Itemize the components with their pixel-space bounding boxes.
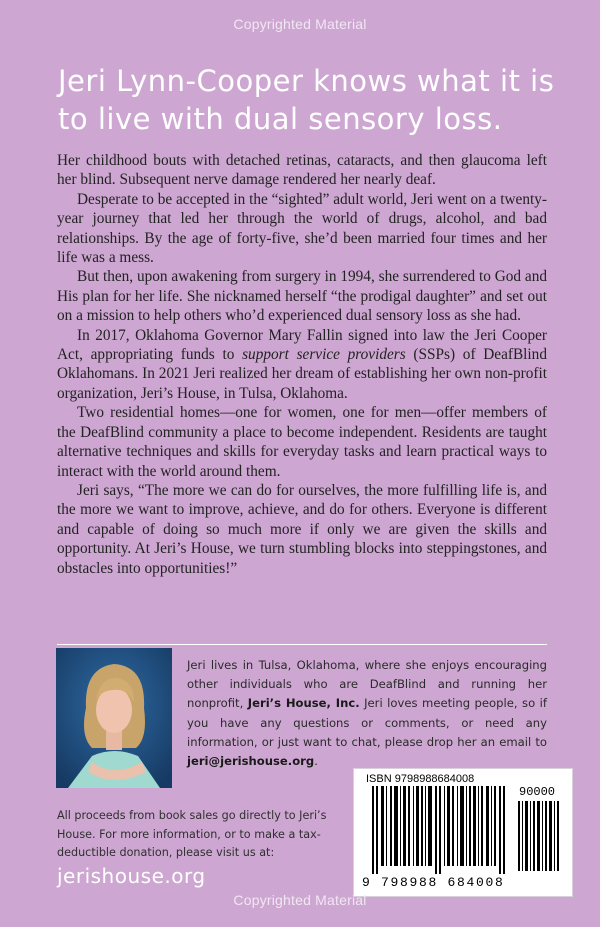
paragraph-4-start: In 2017, Oklahoma Governor Mary Fallin signed into law the Jeri Cooper Act, appropriating funds to [57, 326, 547, 364]
bio-email-link[interactable]: jeri@jerishouse.org [187, 754, 315, 769]
paragraph-2: Desperate to be accepted in the “sighted” adult world, Jeri went on a twenty-year journey that led her through the world of drugs, alcohol, and bad relationships. By the age of forty-five, she’d been married four times and her life was a mess. [57, 190, 547, 267]
bio-text-end: . [314, 754, 318, 769]
price-code: 90000 [519, 785, 556, 799]
paragraph-5: Two residential homes—one for women, one for men—offer members of the DeafBlind community a place to become independent. Residents are taught alternative techniques and skills for everyday tasks and learn practical ways to interact with the world around them. [57, 404, 547, 480]
paragraph-3: But then, upon awakening from surgery in 1994, she surrendered to God and His plan for her life. She nicknamed herself “the prodigal daughter” and set out on a mission to help others who’d experienced dual sensory loss as she had. [57, 268, 547, 325]
addon-barcode-bars [518, 801, 562, 871]
paragraph-4-end: (SSPs) of DeafBlind Oklahomans. In 2021 Jeri realized her dream of establishing her own non-profit organization, Jeri’s House, in Tulsa, Oklahoma. [57, 346, 547, 402]
barcode-digits: 9 798988 684008 [362, 875, 505, 890]
paragraph-4 [57, 326, 547, 404]
bio-text-middle: Jeri loves meeting people, so if you have any questions or comments, or need any information, or just want to chat, please drop her an email to [187, 696, 547, 749]
paragraph-4-emphasis: support service providers [242, 346, 406, 364]
bio-org-name: Jeri’s House, Inc. [247, 696, 360, 711]
copyright-watermark-top: Copyrighted Material [233, 16, 367, 32]
proceeds-note: All proceeds from book sales go directly to Jeri’s House. For more information, or to make a tax-deductible donation, please visit us at: [57, 809, 327, 859]
barcode-bars [372, 786, 512, 874]
paragraph-6: Jeri says, “The more we can do for ourselves, the more fulfilling life is, and the more we want to improve, achieve, and do for others. Everyone is different and capable of doing so much more if only we are given the skills and opportunity. At Jeri’s House, we turn stumbling blocks into steppingstones, and obstacles into opportunities!” [57, 481, 547, 577]
website-link[interactable]: jerishouse.org [57, 864, 206, 888]
isbn-barcode [353, 768, 573, 897]
author-photo [56, 648, 172, 788]
description-body [57, 151, 547, 578]
section-divider [57, 644, 547, 645]
copyright-watermark-bottom: Copyrighted Material [233, 892, 367, 908]
paragraph-1: Her childhood bouts with detached retinas, cataracts, and then glaucoma left her blind. Subsequent nerve damage rendered her nearly deaf. [57, 152, 547, 189]
bio-text-start: Jeri lives in Tulsa, Oklahoma, where she enjoys encouraging other individuals who are DeafBlind and running her nonprofit, [187, 658, 547, 711]
author-bio [187, 656, 547, 771]
isbn-label: ISBN 9798988684008 [366, 773, 475, 785]
headline: Jeri Lynn-Cooper knows what it is to live with dual sensory loss. [58, 64, 555, 136]
